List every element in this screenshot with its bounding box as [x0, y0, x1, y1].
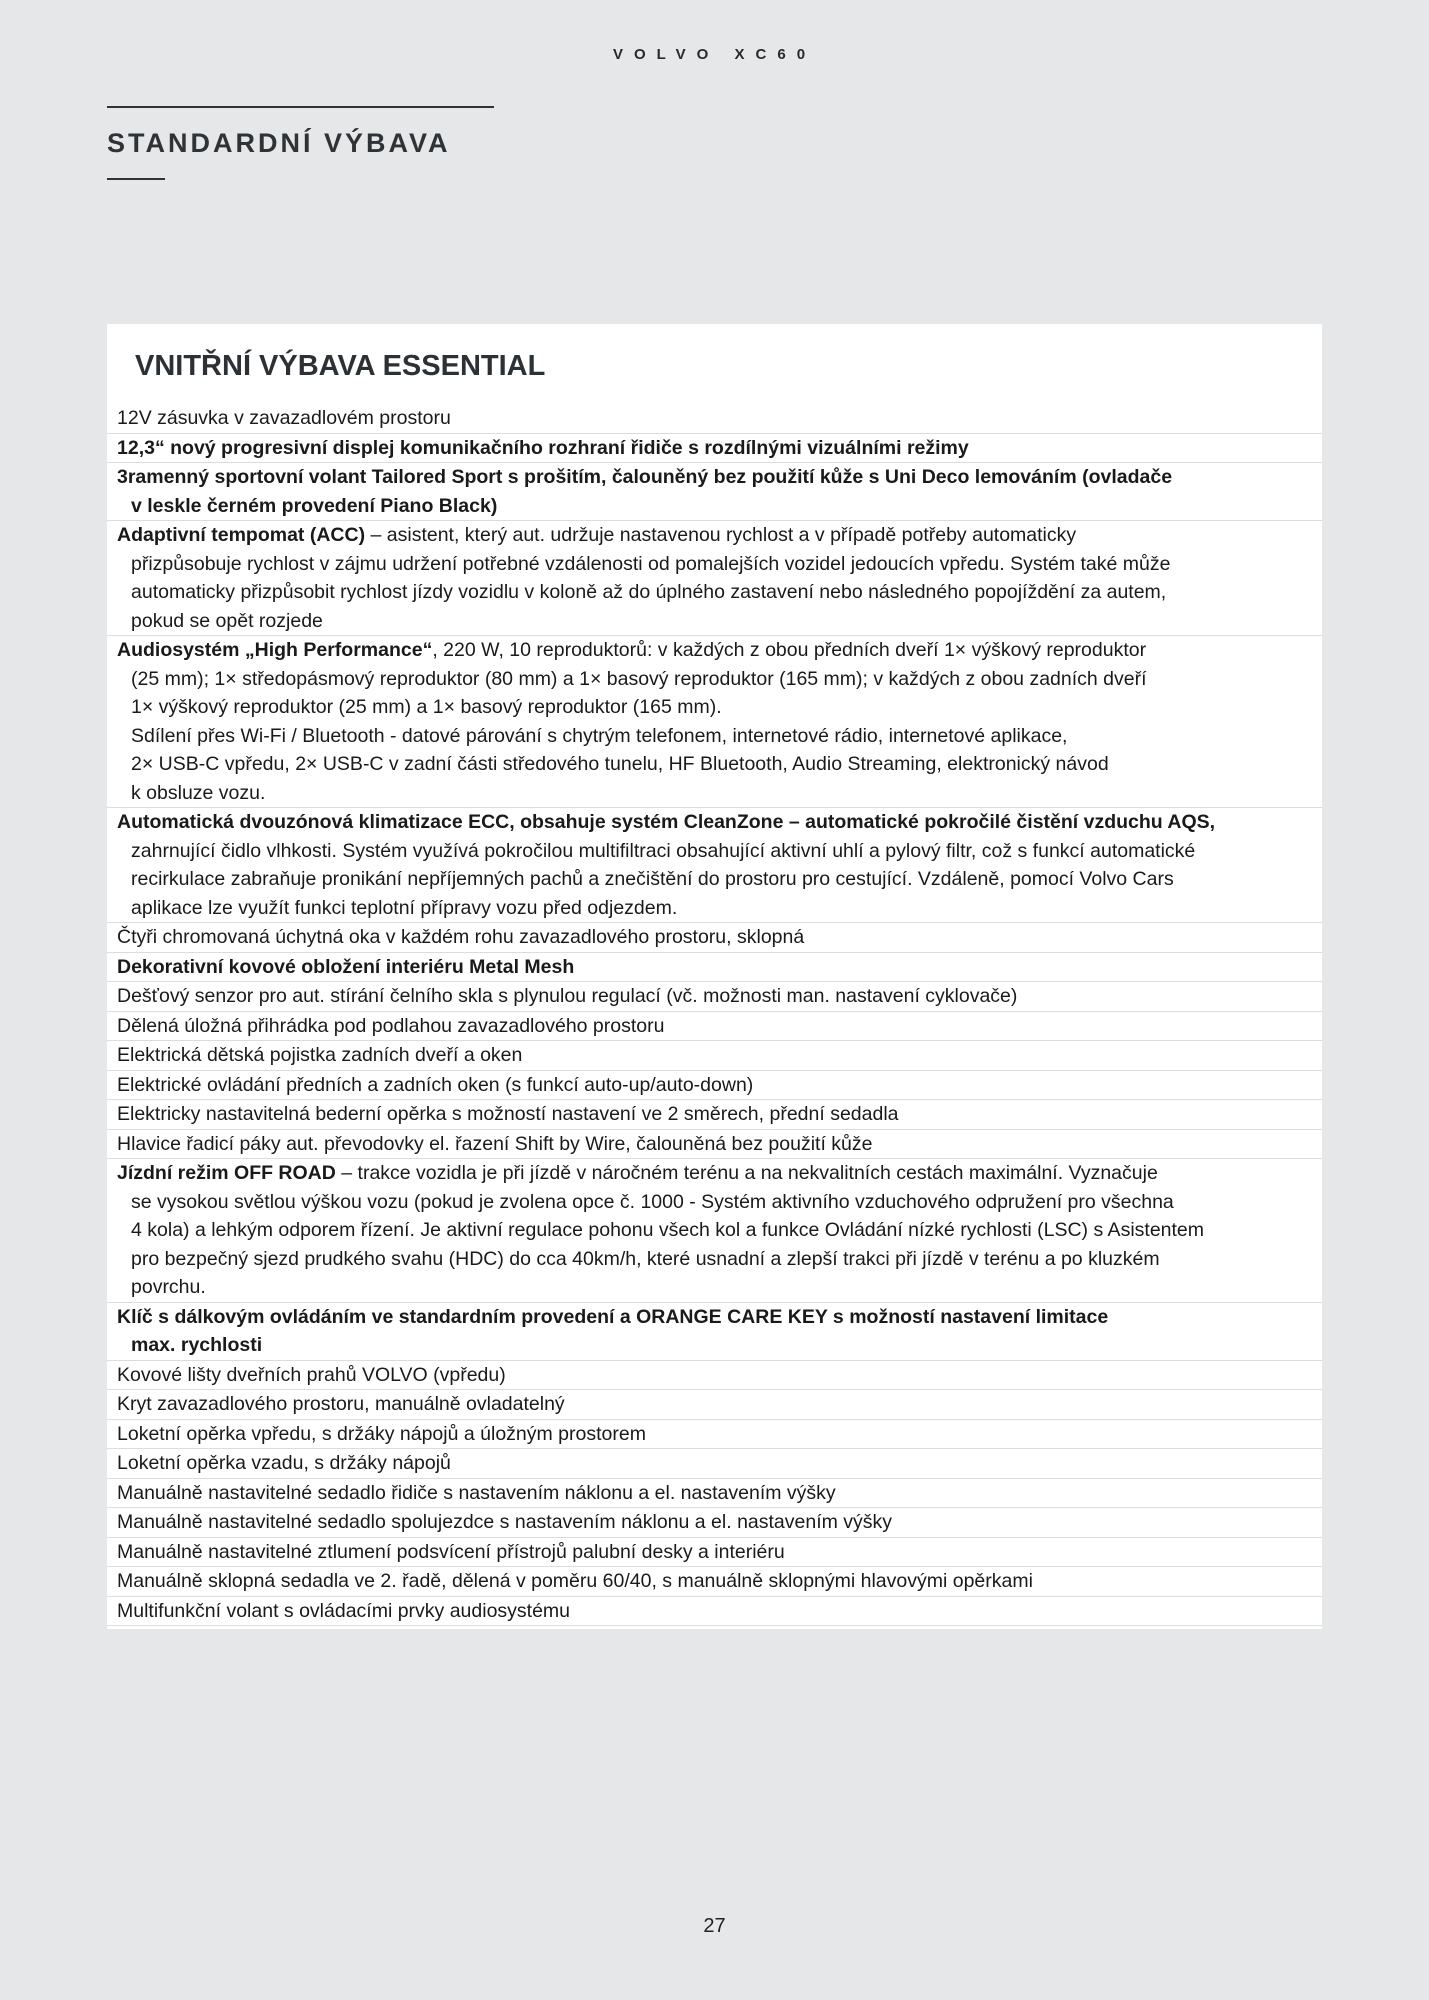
- item-text: Manuálně sklopná sedadla ve 2. řadě, dělená v poměru 60/40, s manuálně sklopnými hlavovými opěrkami: [117, 1570, 1033, 1592]
- list-item-line: [117, 1390, 1316, 1419]
- list-item-line: [117, 1597, 1316, 1626]
- item-text: Multifunkční volant s ovládacími prvky audiosystému: [117, 1599, 571, 1622]
- list-item-line: [117, 1538, 1316, 1567]
- item-text: aplikace lze využít funkci teplotní přípravy vozu před odjezdem.: [131, 896, 678, 919]
- list-item-line: [117, 1216, 1316, 1245]
- list-item: [107, 1597, 1322, 1627]
- list-item: [107, 463, 1322, 521]
- list-item: [107, 1041, 1322, 1071]
- item-text: Dělená úložná přihrádka pod podlahou zavazadlového prostoru: [117, 1014, 665, 1037]
- item-text: pokud se opět rozjede: [131, 609, 323, 632]
- item-bold-text: max. rychlosti: [131, 1334, 263, 1356]
- item-bold-text: 12,3“ nový progresivní displej komunikačního rozhraní řidiče s rozdílnými vizuálními režimy: [117, 436, 969, 459]
- item-bold-text: 3ramenný sportovní volant Tailored Sport s prošitím, čalouněný bez použití kůže s Uni Deco lemováním (ovladače: [117, 466, 1173, 488]
- list-item-line: [117, 894, 1316, 923]
- list-item: [107, 1100, 1322, 1130]
- list-item-line: [117, 665, 1316, 694]
- list-item-line: [117, 1479, 1316, 1508]
- brand-header: VOLVO XC60: [612, 46, 817, 63]
- panel-title: VNITŘNÍ VÝBAVA ESSENTIAL: [135, 350, 546, 382]
- list-item-line: [117, 636, 1316, 665]
- list-item-line: [117, 779, 1316, 808]
- item-text: pro bezpečný sjezd prudkého svahu (HDC) do cca 40km/h, které usnadní a zlepší trakci při jízdě v terénu a po kluzkém: [131, 1247, 1160, 1270]
- item-bold-text: Dekorativní kovové obložení interiéru Metal Mesh: [117, 955, 575, 978]
- list-item: [107, 1012, 1322, 1042]
- item-text: Sdílení přes Wi-Fi / Bluetooth - datové párování s chytrým telefonem, internetové rádio, internetové aplikace,: [131, 724, 1068, 747]
- list-item: [107, 636, 1322, 808]
- item-text: Kovové lišty dveřních prahů VOLVO (vpředu): [117, 1363, 506, 1386]
- list-item-line: [117, 1567, 1316, 1596]
- item-text: 12V zásuvka v zavazadlovém prostoru: [117, 407, 451, 429]
- list-item-line: [117, 1041, 1316, 1070]
- list-item: [107, 1303, 1322, 1361]
- list-item-line: [117, 521, 1316, 550]
- list-item-line: [117, 750, 1316, 779]
- item-text: Manuálně nastavitelné ztlumení podsvícení přístrojů palubní desky a interiéru: [117, 1540, 785, 1563]
- item-text: 4 kola) a lehkým odporem řízení. Je aktivní regulace pohonu všech kol a funkce Ovládání nízké rychlosti (LSC) s Asistentem: [131, 1219, 1205, 1241]
- list-item: [107, 1420, 1322, 1450]
- list-item: [107, 1361, 1322, 1391]
- list-item-line: [117, 1420, 1316, 1449]
- list-item-line: [117, 1361, 1316, 1390]
- list-item-line: [117, 837, 1316, 866]
- item-text: Loketní opěrka vzadu, s držáky nápojů: [117, 1452, 451, 1474]
- item-bold-text: v leskle černém provedení Piano Black): [131, 494, 498, 517]
- list-item: [107, 1390, 1322, 1420]
- list-item-line: [117, 492, 1316, 521]
- list-item-line: [117, 1273, 1316, 1302]
- item-text: Elektrická dětská pojistka zadních dveří a oken: [117, 1044, 523, 1066]
- list-item: [107, 808, 1322, 923]
- list-item-line: [117, 982, 1316, 1011]
- item-text: zahrnující čidlo vlhkosti. Systém využívá pokročilou multifiltraci obsahující aktivní uhlí a pylový filtr, což s funkcí automatické: [131, 839, 1196, 862]
- header-rule: [107, 106, 494, 108]
- item-text: Dešťový senzor pro aut. stírání čelního skla s plynulou regulací (vč. možnosti man. nastavení cyklovače): [117, 985, 1018, 1007]
- item-bold-text: Adaptivní tempomat (ACC): [117, 524, 366, 546]
- list-item-line: [117, 923, 1316, 952]
- list-item-line: [117, 1303, 1316, 1332]
- list-item: [107, 521, 1322, 636]
- list-item-line: [117, 1245, 1316, 1274]
- list-item: [107, 1567, 1322, 1597]
- item-text: , 220 W, 10 reproduktorů: v každých z obou předních dveří 1× výškový reproduktor: [432, 639, 1147, 661]
- list-item-line: [117, 722, 1316, 751]
- item-text: – trakce vozidla je při jízdě v náročném terénu a na nekvalitních cestách maximální. Vyznačuje: [335, 1162, 1158, 1184]
- list-item: [107, 982, 1322, 1012]
- item-text: Manuálně nastavitelné sedadlo spolujezdce s nastavením náklonu a el. nastavením výšky: [117, 1511, 893, 1533]
- item-text: Hlavice řadicí páky aut. převodovky el. řazení Shift by Wire, čalouněná bez použití kůže: [117, 1132, 873, 1155]
- list-item-line: [117, 1100, 1316, 1129]
- list-item: [107, 434, 1322, 464]
- list-item-line: [117, 1071, 1316, 1100]
- item-text: recirkulace zabraňuje pronikání nepříjemných pachů a znečištění do prostoru pro cestující. Vzdáleně, pomocí Volvo Cars: [131, 868, 1174, 890]
- list-item-line: [117, 550, 1316, 579]
- list-item: [107, 1508, 1322, 1538]
- item-text: (25 mm); 1× středopásmový reproduktor (80 mm) a 1× basový reproduktor (165 mm); v každých z obou zadních dveří: [131, 667, 1147, 690]
- list-item: [107, 1479, 1322, 1509]
- item-text: k obsluze vozu.: [131, 781, 266, 804]
- list-item-line: [117, 1130, 1316, 1159]
- list-item-line: [117, 1508, 1316, 1537]
- title-underline: [107, 178, 165, 180]
- item-text: Kryt zavazadlového prostoru, manuálně ovladatelný: [117, 1393, 565, 1415]
- list-item-line: [117, 1188, 1316, 1217]
- item-text: – asistent, který aut. udržuje nastavenou rychlost a v případě potřeby automaticky: [365, 524, 1077, 546]
- section-title: STANDARDNÍ VÝBAVA: [107, 128, 451, 158]
- item-text: Elektricky nastavitelná bederní opěrka s možností nastavení ve 2 směrech, přední sedadla: [117, 1103, 899, 1125]
- item-bold-text: Audiosystém „High Performance“: [117, 639, 433, 661]
- list-item-line: [117, 1159, 1316, 1188]
- item-text: přizpůsobuje rychlost v zájmu udržení potřebné vzdálenosti od pomalejších vozidel jedoucích vpředu. Systém také může: [131, 552, 1171, 575]
- list-item-line: [117, 953, 1316, 982]
- item-text: Elektrické ovládání předních a zadních oken (s funkcí auto-up/auto-down): [117, 1073, 754, 1096]
- list-item-line: [117, 1012, 1316, 1041]
- list-item: [107, 1130, 1322, 1160]
- list-item-line: [117, 434, 1316, 463]
- page-number: 27: [703, 1915, 726, 1937]
- item-text: automaticky přizpůsobit rychlost jízdy vozidlu v koloně až do úplného zastavení nebo následného popojíždění za autem,: [131, 581, 1167, 603]
- list-item-line: [117, 607, 1316, 636]
- item-text: 2× USB-C vpředu, 2× USB-C v zadní části středového tunelu, HF Bluetooth, Audio Streaming, elektronický návod: [131, 753, 1109, 775]
- list-item: [107, 1449, 1322, 1479]
- equipment-panel: [107, 324, 1322, 1629]
- list-item-line: [117, 463, 1316, 492]
- item-text: 1× výškový reproduktor (25 mm) a 1× basový reproduktor (165 mm).: [131, 696, 722, 718]
- item-text: Čtyři chromovaná úchytná oka v každém rohu zavazadlového prostoru, sklopná: [117, 926, 805, 948]
- list-item-line: [117, 808, 1316, 837]
- item-text: se vysokou světlou výškou vozu (pokud je zvolena opce č. 1000 - Systém aktivního vzduchového odpružení pro všechna: [131, 1190, 1174, 1213]
- item-text: povrchu.: [131, 1276, 206, 1298]
- list-item: [107, 404, 1322, 434]
- list-item-line: [117, 404, 1316, 433]
- equipment-list: [107, 404, 1322, 1626]
- list-item-line: [117, 578, 1316, 607]
- item-text: Loketní opěrka vpředu, s držáky nápojů a úložným prostorem: [117, 1422, 646, 1445]
- list-item: [107, 1538, 1322, 1568]
- list-item: [107, 923, 1322, 953]
- list-item-line: [117, 693, 1316, 722]
- item-bold-text: Klíč s dálkovým ovládáním ve standardním provedení a ORANGE CARE KEY s možností nastavení limitace: [117, 1305, 1109, 1328]
- list-item-line: [117, 1449, 1316, 1478]
- list-item-line: [117, 865, 1316, 894]
- list-item-line: [117, 1331, 1316, 1360]
- list-item: [107, 953, 1322, 983]
- item-bold-text: Automatická dvouzónová klimatizace ECC, obsahuje systém CleanZone – automatické pokročilé čistění vzduchu AQS,: [117, 811, 1216, 833]
- item-bold-text: Jízdní režim OFF ROAD: [117, 1162, 336, 1184]
- item-text: Manuálně nastavitelné sedadlo řidiče s nastavením náklonu a el. nastavením výšky: [117, 1481, 836, 1504]
- list-item: [107, 1159, 1322, 1303]
- list-item: [107, 1071, 1322, 1101]
